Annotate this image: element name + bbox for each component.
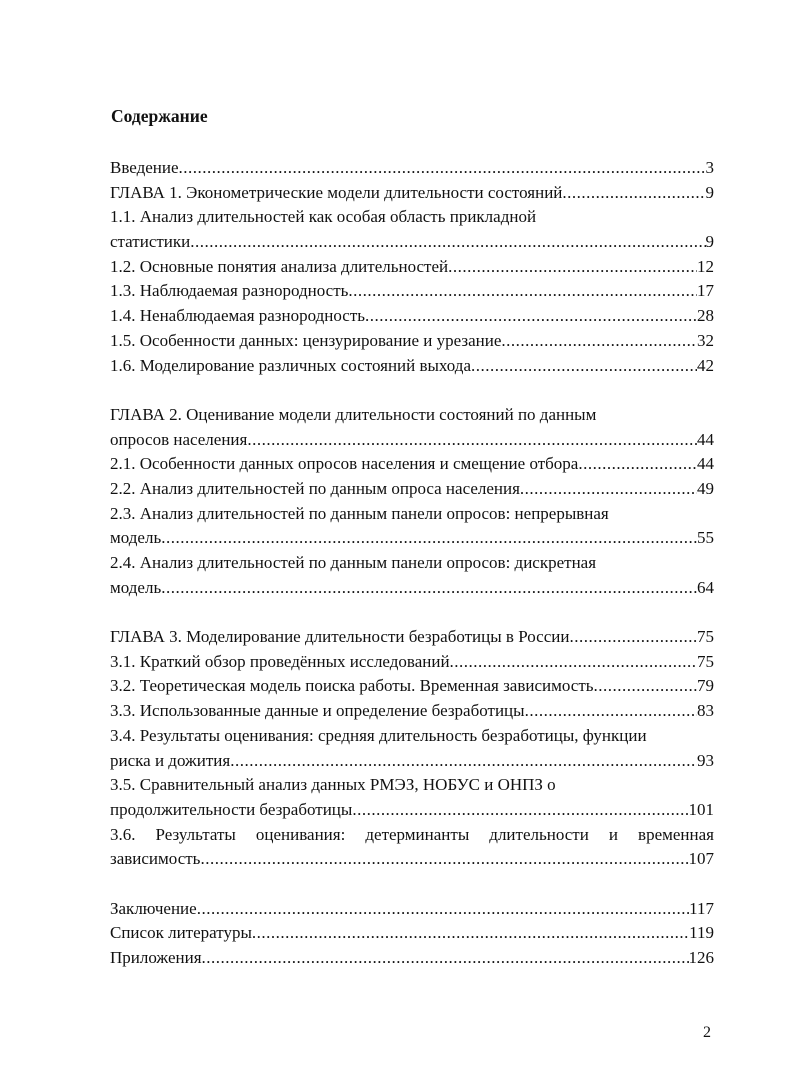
toc-entry-title: модель [110, 577, 162, 597]
toc-entry-page: 126 [688, 948, 714, 967]
toc-entry[interactable] [110, 403, 714, 452]
toc-entry[interactable] [110, 181, 714, 206]
toc-entry-title: Заключение [110, 898, 197, 918]
toc-entry-page: 107 [688, 849, 714, 869]
toc-entry-page: 28 [697, 306, 714, 326]
toc-entry-page: 9 [705, 182, 714, 202]
dot-leader [450, 650, 697, 675]
dot-leader [197, 897, 689, 922]
dot-leader [578, 452, 697, 477]
dot-leader [202, 946, 689, 971]
toc-entry[interactable] [110, 773, 714, 822]
dot-leader [594, 674, 697, 699]
toc-entry-title-line: 3.5. Сравнительный анализ данных РМЭЗ, НОБУС и ОНПЗ о [110, 775, 556, 795]
toc-entry-title: Введение [110, 158, 179, 177]
toc-entry-page: 79 [697, 676, 714, 696]
toc-entry-title-line: 3.6. Результаты оценивания: детерминанты длительности и временная [110, 824, 714, 844]
toc-entry[interactable] [110, 724, 714, 773]
toc-entry[interactable] [110, 502, 714, 551]
dot-leader [252, 921, 689, 946]
dot-leader [520, 477, 697, 502]
toc-entry-title-line: 2.4. Анализ длительностей по данным панели опросов: дискретная [110, 553, 597, 572]
dot-leader [247, 428, 697, 453]
toc-entry[interactable] [110, 156, 714, 181]
toc-entry-title: 3.1. Краткий обзор проведённых исследований [110, 651, 450, 671]
dot-leader [161, 576, 697, 601]
group-spacer [110, 872, 714, 897]
toc-entry[interactable] [110, 674, 714, 699]
toc-entry-title: 1.4. Ненаблюдаемая разнородность [110, 306, 366, 326]
group-spacer [110, 378, 714, 403]
dot-leader [200, 847, 688, 872]
page-number: 2 [703, 1024, 711, 1041]
toc-entry-page: 32 [697, 330, 714, 350]
toc-entry-page: 9 [705, 232, 714, 252]
toc-entry[interactable] [110, 699, 714, 724]
toc-entry-page: 42 [697, 355, 714, 375]
dot-leader [569, 625, 697, 650]
dot-leader [190, 230, 705, 255]
dot-leader [348, 279, 697, 304]
toc-entry-title: 2.1. Особенности данных опросов населения и смещение отбора [110, 454, 579, 474]
dot-leader [230, 749, 697, 774]
toc-entry-title: 1.6. Моделирование различных состояний выхода [110, 355, 471, 375]
toc-entry[interactable] [110, 650, 714, 675]
dot-leader [525, 699, 697, 724]
toc-entry[interactable] [110, 304, 714, 329]
toc-entry-title: продолжительности безработицы [110, 799, 353, 819]
toc-entry-page: 119 [689, 923, 714, 943]
toc-entry-title: статистики [110, 232, 191, 252]
toc-entry-title: зависимость [110, 849, 201, 869]
toc-entry-page: 44 [697, 429, 714, 449]
dot-leader [365, 304, 697, 329]
toc-entry[interactable] [110, 897, 714, 922]
toc-entry-title: 1.2. Основные понятия анализа длительностей [110, 256, 449, 276]
toc-entry[interactable] [110, 946, 714, 971]
toc-entry-title: 3.3. Использованные данные и определение безработицы [110, 701, 525, 721]
toc-entry-title: 1.3. Наблюдаемая разнородность [110, 281, 349, 301]
toc-entry[interactable] [110, 921, 714, 946]
dot-leader [179, 156, 706, 181]
toc-entry-title: модель [110, 528, 162, 548]
toc-entry-title: Список литературы [110, 923, 252, 943]
toc-entry-page: 75 [697, 651, 714, 671]
dot-leader [448, 255, 697, 280]
dot-leader [161, 526, 697, 551]
toc-entry-title: 3.2. Теоретическая модель поиска работы. Временная зависимость [110, 676, 594, 696]
toc-entry-title: опросов населения [110, 429, 248, 449]
toc-entry-title: Приложения [110, 948, 202, 967]
toc-entry[interactable] [110, 329, 714, 354]
toc-entry-title-line: ГЛАВА 2. Оценивание модели длительности состояний по данным [110, 404, 597, 424]
toc-entry-title: ГЛАВА 3. Моделирование длительности безработицы в России [110, 627, 570, 647]
toc-entry-title-line: 2.3. Анализ длительностей по данным панели опросов: непрерывная [110, 503, 609, 523]
dot-leader [562, 181, 705, 206]
toc-entry[interactable] [110, 477, 714, 502]
toc-entry[interactable] [110, 625, 714, 650]
table-of-contents [110, 156, 714, 971]
toc-entry[interactable] [110, 255, 714, 280]
toc-entry-page: 75 [697, 627, 714, 647]
dot-leader [352, 798, 688, 823]
toc-entry-title-line: 1.1. Анализ длительностей как особая область прикладной [110, 207, 537, 227]
toc-entry-page: 17 [697, 281, 714, 301]
group-spacer [110, 600, 714, 625]
toc-entry-page: 117 [689, 898, 714, 918]
toc-entry-page: 93 [697, 750, 714, 770]
toc-entry[interactable] [110, 279, 714, 304]
toc-entry[interactable] [110, 452, 714, 477]
toc-entry[interactable] [110, 551, 714, 600]
toc-entry-title-line: 3.4. Результаты оценивания: средняя длительность безработицы, функции [110, 725, 647, 745]
toc-entry-title: 2.2. Анализ длительностей по данным опроса населения [110, 478, 520, 498]
toc-entry[interactable] [110, 205, 714, 254]
dot-leader [501, 329, 697, 354]
toc-entry-page: 83 [697, 701, 714, 721]
toc-entry-title: ГЛАВА 1. Эконометрические модели длительности состояний [110, 182, 563, 202]
dot-leader [471, 354, 697, 379]
toc-entry-page: 12 [697, 256, 714, 276]
toc-entry-page: 49 [697, 478, 714, 498]
page-title: Содержание [111, 106, 208, 126]
toc-entry-page: 64 [697, 577, 714, 597]
toc-entry-title: риска и дожития [110, 750, 231, 770]
toc-entry-page: 55 [697, 528, 714, 548]
toc-entry-title: 1.5. Особенности данных: цензурирование и урезание [110, 330, 502, 350]
toc-entry-page: 101 [688, 799, 714, 819]
toc-entry-page: 44 [697, 454, 714, 474]
toc-entry[interactable] [110, 823, 714, 872]
toc-entry[interactable] [110, 354, 714, 379]
toc-entry-page: 3 [705, 158, 714, 177]
